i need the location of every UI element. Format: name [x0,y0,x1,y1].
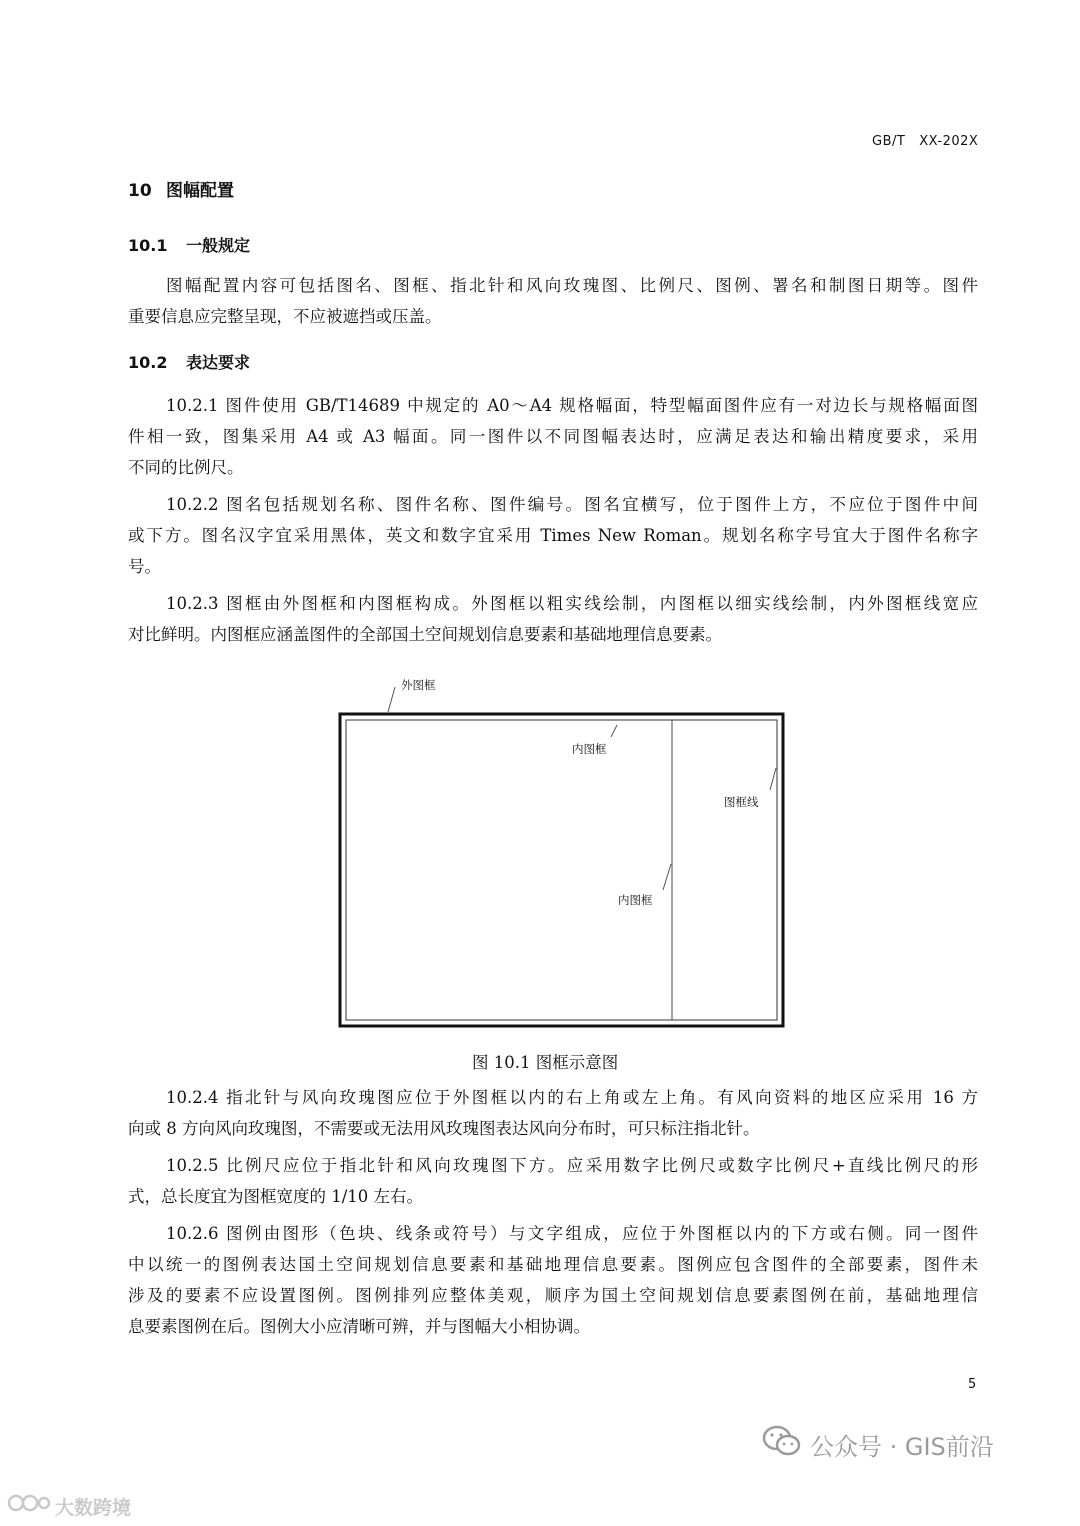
text-line: 对比鲜明。内图框应涵盖图件的全部国土空间规划信息要素和基础地理信息要素。 [128,625,722,644]
text-line: 10.2.1 图件使用 GB/T14689 中规定的 A0～A4 规格幅面，特型幅面图件应有一对边长与规格幅面图 [166,396,978,415]
outer-frame [340,714,783,1026]
section-number: 10 [128,181,152,201]
text-line: 重要信息应完整呈现，不应被遮挡或压盖。 [128,307,442,326]
leader-inner-mid [663,864,671,890]
paragraph-10-2-6 [128,1218,978,1342]
paragraph-10-2-2 [128,489,978,582]
label-outer-frame: 外图框 [401,678,436,692]
leader-inner-top [611,725,617,737]
subsection-title: 表达要求 [186,353,251,372]
paragraph-10-2-3 [128,588,978,650]
label-frame-line: 图框线 [724,795,759,809]
text-line: 10.2.3 图框由外图框和内图框构成。外图框以粗实线绘制，内图框以细实线绘制，内外图框线宽应 [166,594,978,613]
text-line: 涉及的要素不应设置图例。图例排列应整体美观，顺序为国土空间规划信息要素图例在前，基础地理信 [128,1286,978,1305]
leader-outer [388,687,395,712]
text-line: 中以统一的图例表达国土空间规划信息要素和基础地理信息要素。图例应包含图件的全部要素，图件未 [128,1255,978,1274]
doc-header [872,134,978,149]
paragraph-10-2-4 [128,1082,978,1144]
subsection-title: 一般规定 [186,236,251,255]
section-heading [128,176,234,201]
text-line: 不同的比例尺。 [128,458,244,477]
standard-code: GB/T [872,134,906,149]
text-line: 10.2.4 指北针与风向玫瑰图应位于外图框以内的右上角或左上角。有风向资料的地区应采用 16 方 [166,1088,978,1107]
text-line: 号。 [128,557,161,576]
text-line: 式，总长度宜为图框宽度的 1/10 左右。 [128,1187,424,1206]
paragraph-10-2-5 [128,1150,978,1212]
frame-diagram [330,668,800,1033]
text-line: 图幅配置内容可包括图名、图框、指北针和风向玫瑰图、比例尺、图例、署名和制图日期等。图件 [166,276,978,295]
page-number: 5 [968,1377,977,1392]
subsection-heading-10-2 [128,350,250,373]
text-line: 10.2.6 图例由图形（色块、线条或符号）与文字组成，应位于外图框以内的下方或右侧。同一图件 [166,1224,978,1243]
paragraph-10-1 [128,270,978,332]
label-inner-frame-mid: 内图框 [618,893,653,907]
label-inner-frame-top: 内图框 [572,742,607,756]
figure-caption: 图 10.1 图框示意图 [472,1053,619,1072]
subsection-heading-10-1 [128,233,250,256]
leader-frame-line [770,768,776,790]
text-line: 或下方。图名汉字宜采用黑体，英文和数字宜采用 Times New Roman。规划名称字号宜大于图件名称字 [128,526,978,545]
standard-number: XX-202X [919,134,979,149]
text-line: 10.2.2 图名包括规划名称、图件名称、图件编号。图名宜横写，位于图件上方，不应位于图件中间 [166,495,978,514]
paragraph-10-2-1 [128,390,978,483]
wechat-icon [762,1424,802,1458]
inner-frame [346,720,777,1020]
section-title: 图幅配置 [166,181,234,201]
text-line: 件相一致，图集采用 A4 或 A3 幅面。同一图件以不同图幅表达时，应满足表达和输出精度要求，采用 [128,427,978,446]
watermark-account: 公众号 · GIS前沿 [810,1433,994,1461]
subsection-number: 10.1 [128,236,168,255]
text-line: 10.2.5 比例尺应位于指北针和风向玫瑰图下方。应采用数字比例尺或数字比例尺+直线比例尺的形 [166,1156,978,1175]
watermark-logo-icon [6,1490,52,1516]
watermark-brand: 大数跨境 [55,1497,132,1519]
text-line: 向或 8 方向风向玫瑰图，不需要或无法用风玫瑰图表达风向分布时，可只标注指北针。 [128,1119,760,1138]
subsection-number: 10.2 [128,353,168,372]
text-line: 息要素图例在后。图例大小应清晰可辨，并与图幅大小相协调。 [128,1317,590,1336]
